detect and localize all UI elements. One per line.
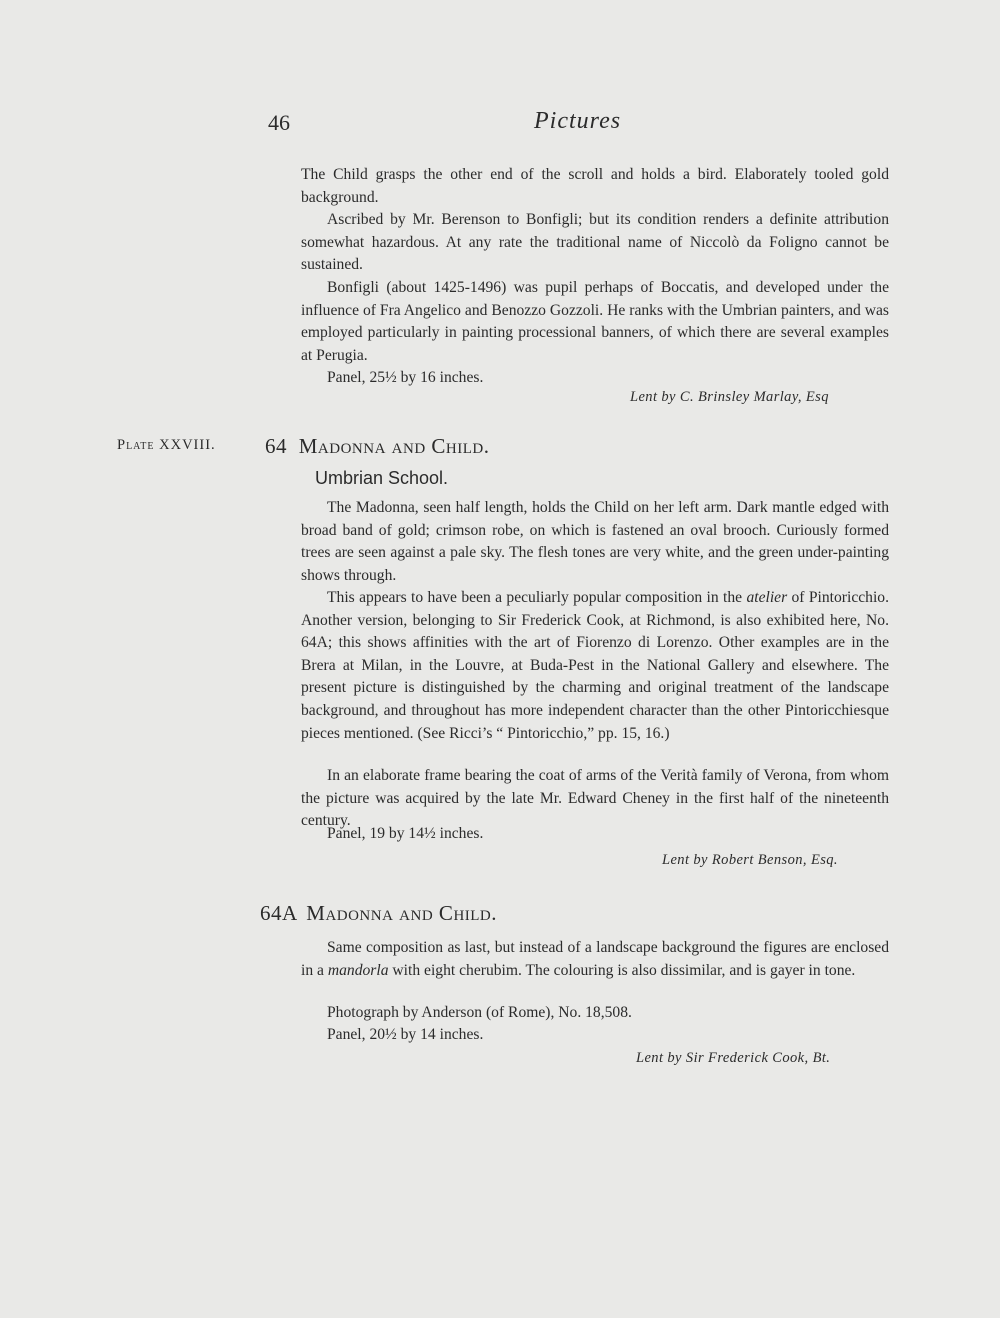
paragraph-continued-3: Bonfigli (about 1425-1496) was pupil perhaps of Boccatis, and developed under the influence of Fra Angelico and Benozzo Gozzoli. He ranks with the Umbrian painters, and was employed particularly in painting processional banners, of which there are several examples at Perugia. [301,279,889,364]
paragraph-64a-dimensions: Panel, 20½ by 14 inches. [327,1026,484,1043]
lender-credit: Lent by Robert Benson, Esq. [662,852,838,868]
plate-reference: Plate XXVIII. [117,437,216,453]
school-label: Umbrian School. [315,468,449,488]
paragraph-64-description: The Madonna, seen half length, holds the Child on her left arm. Dark mantle edged with broad band of gold; crimson robe, on which is fastened an oval brooch. Curiously formed trees are seen against a pale sky. The flesh tones are very white, and the green under-painting shows through. [301,499,889,584]
running-title: Pictures [534,108,622,134]
paragraph-64-dimensions: Panel, 19 by 14½ inches. [327,825,484,842]
entry-title: Madonna and Child. [306,901,498,925]
entry-heading [265,434,490,459]
paragraph-64-provenance: In an elaborate frame bearing the coat of arms of the Verità family of Verona, from whom the picture was acquired by the late Mr. Edward Cheney in the first half of the nineteenth century. [301,767,889,830]
page-number: 46 [268,110,290,135]
paragraph-64-attribution: This appears to have been a peculiarly popular composition in the atelier of Pintoricchio. Another version, belonging to Sir Frederick Cook, at Richmond, is also exhibited here, No. 64A; this shows affinities with the art of Fiorenzo di Lorenzo. Other examples are in the Brera at Milan, in the Louvre, at Buda-Pest in the National Gallery and elsewhere. The present picture is distinguished by the charming and original treatment of the landscape background, and throughout has more independent character than the other Pintoricchiesque pieces mentioned. (See Ricci’s “ Pintoricchio,” pp. 15, 16.) [301,589,889,742]
paragraph-64a-photograph: Photograph by Anderson (of Rome), No. 18,508. [327,1004,632,1021]
lender-credit: Lent by C. Brinsley Marlay, Esq [630,389,829,405]
paragraph-continued-2: Ascribed by Mr. Berenson to Bonfigli; but its condition renders a definite attribution somewhat hazardous. At any rate the traditional name of Niccolò da Foligno cannot be sustained. [301,211,889,274]
paragraph-64a-description: Same composition as last, but instead of a landscape background the figures are enclosed in a mandorla with eight cherubim. The colouring is also dissimilar, and is gayer in tone. [301,939,889,979]
paragraph-continued-1: The Child grasps the other end of the scroll and holds a bird. Elaborately tooled gold background. [301,166,889,206]
entry-heading [260,901,497,926]
lender-credit: Lent by Sir Frederick Cook, Bt. [636,1050,831,1066]
paragraph-continued-dimensions: Panel, 25½ by 16 inches. [327,369,484,386]
entry-title: Madonna and Child. [298,434,490,458]
entry-number: 64 [265,434,287,458]
entry-number: 64A [260,901,297,925]
